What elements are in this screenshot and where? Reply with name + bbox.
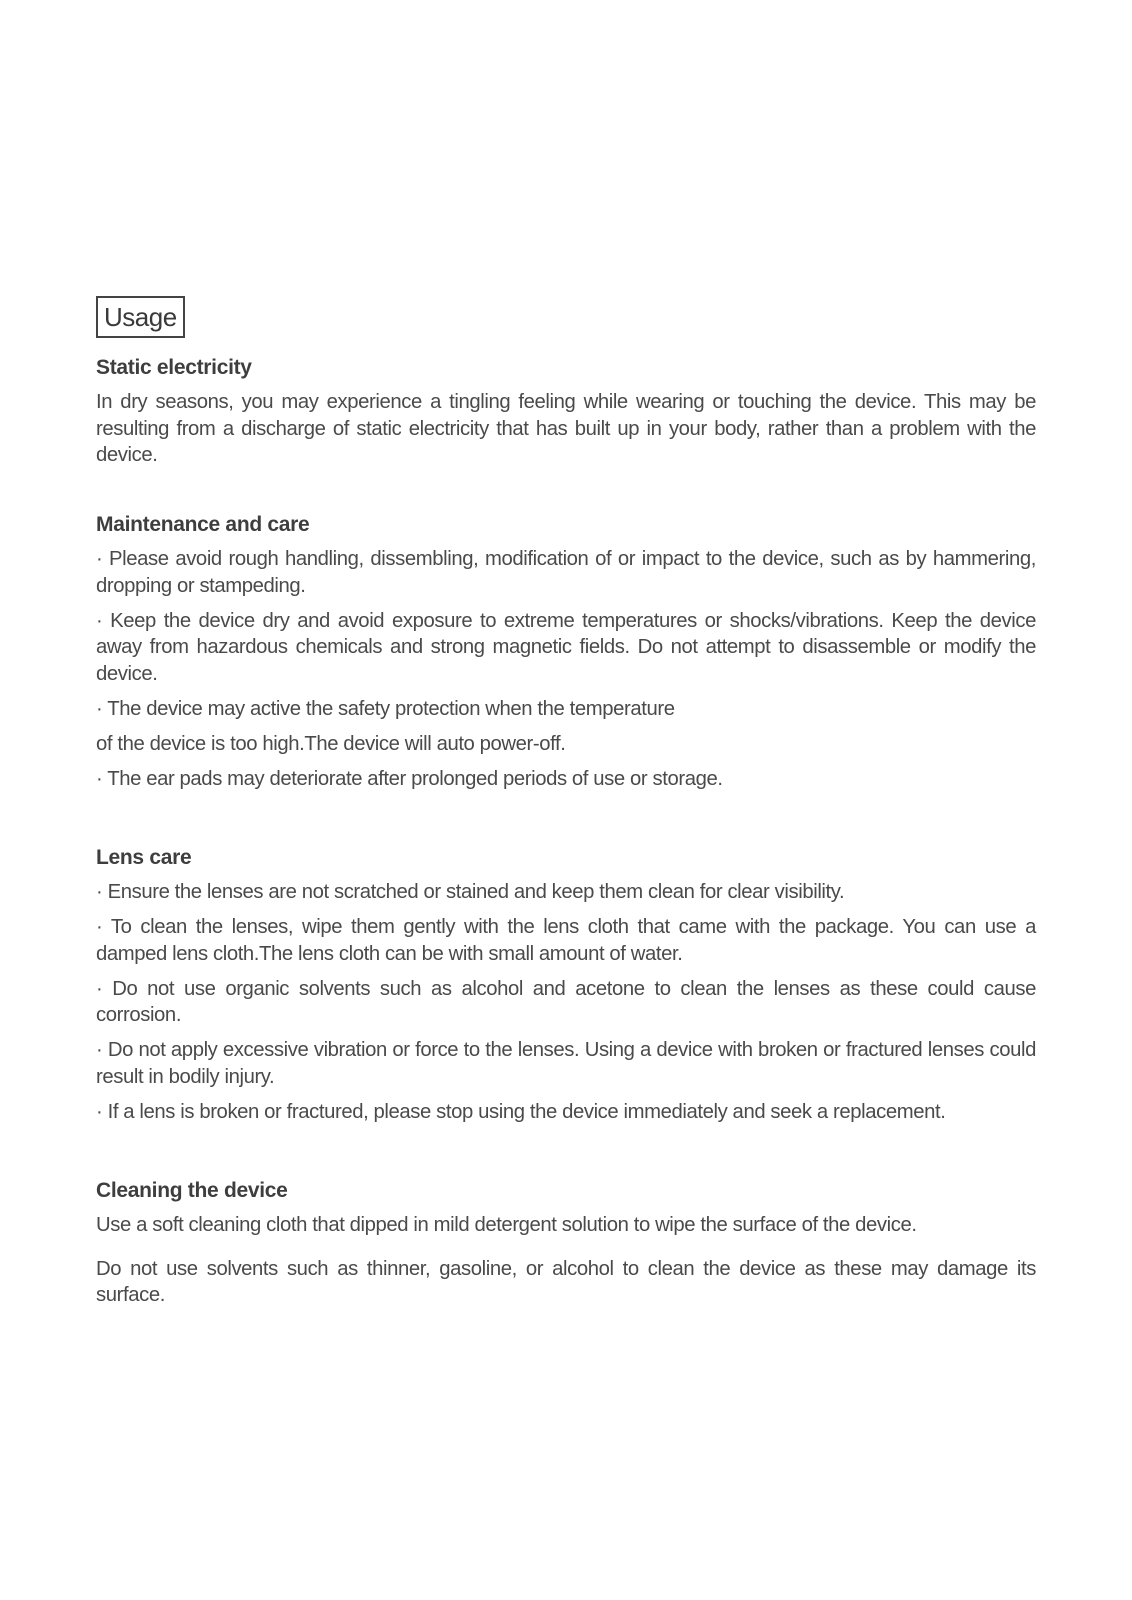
maintenance-section bbox=[96, 512, 1036, 801]
cleaning-paragraph: Do not use solvents such as thinner, gasoline, or alcohol to clean the device as these may damage its surface. bbox=[96, 1257, 1036, 1306]
maintenance-bullet: · The device may active the safety protection when the temperature bbox=[96, 697, 675, 720]
section-title: Usage bbox=[96, 296, 185, 338]
cleaning-heading: Cleaning the device bbox=[96, 1179, 288, 1202]
maintenance-bullet: · Please avoid rough handling, dissembling, modification of or impact to the device, such as by hammering, dropping or stampeding. bbox=[96, 548, 1036, 597]
cleaning-paragraph: Use a soft cleaning cloth that dipped in mild detergent solution to wipe the surface of the device. bbox=[96, 1214, 917, 1236]
static-electricity-heading: Static electricity bbox=[96, 356, 252, 379]
lens-care-bullet: · Ensure the lenses are not scratched or stained and keep them clean for clear visibility. bbox=[96, 881, 845, 903]
lens-care-bullet: · Do not use organic solvents such as alcohol and acetone to clean the lenses as these could cause corrosion. bbox=[96, 977, 1036, 1026]
static-electricity-paragraph: In dry seasons, you may experience a tingling feeling while wearing or touching the device. This may be resulting from a discharge of static electricity that has built up in your body, rather than a problem with the device. bbox=[96, 391, 1036, 466]
static-electricity-section bbox=[96, 355, 1036, 477]
maintenance-bullet-continuation: of the device is too high.The device will auto power-off. bbox=[96, 732, 566, 755]
lens-care-bullet: · Do not apply excessive vibration or force to the lenses. Using a device with broken or fractured lenses could result in bodily injury. bbox=[96, 1039, 1036, 1088]
lens-care-heading: Lens care bbox=[96, 846, 192, 869]
lens-care-bullet: · To clean the lenses, wipe them gently with the lens cloth that came with the package. You can use a damped lens cloth.The lens cloth can be with small amount of water. bbox=[96, 916, 1036, 965]
maintenance-bullet: · Keep the device dry and avoid exposure to extreme temperatures or shocks/vibrations. Keep the device away from hazardous chemicals and strong magnetic fields. Do not attempt to disassemble or modify the device. bbox=[96, 609, 1036, 685]
cleaning-section bbox=[96, 1178, 1036, 1326]
maintenance-bullet: · The ear pads may deteriorate after prolonged periods of use or storage. bbox=[96, 767, 723, 790]
maintenance-heading: Maintenance and care bbox=[96, 513, 310, 536]
lens-care-section bbox=[96, 845, 1036, 1134]
lens-care-bullet: · If a lens is broken or fractured, please stop using the device immediately and seek a replacement. bbox=[96, 1100, 946, 1123]
